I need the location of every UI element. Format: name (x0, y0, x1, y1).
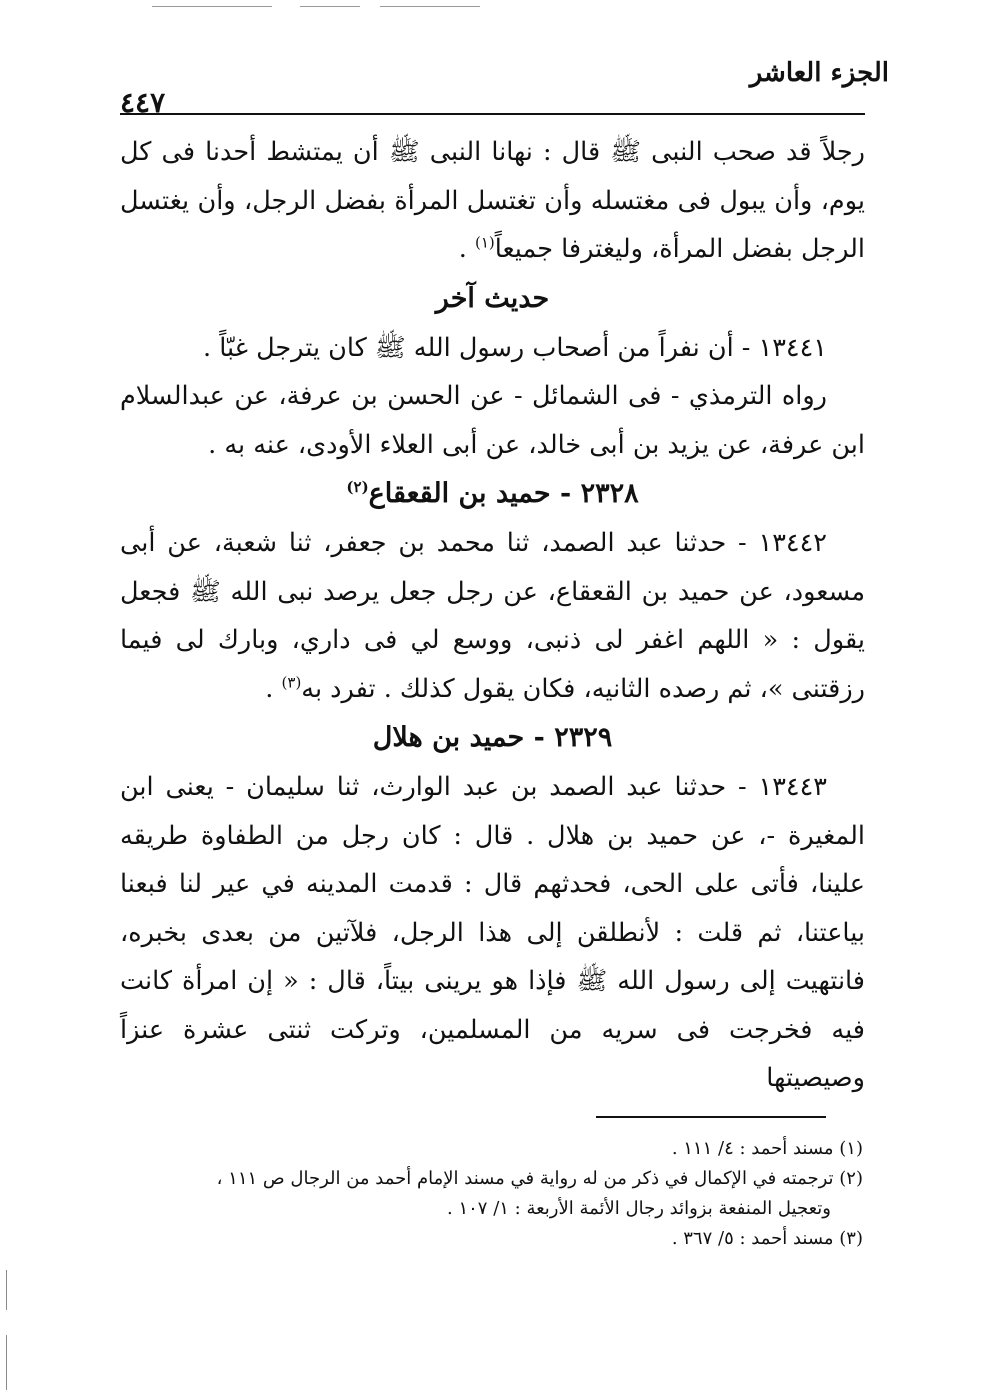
footnotes (120, 1134, 863, 1254)
scan-artifact-line (300, 6, 360, 7)
footnote: (٣) مسند أحمد : ٥/ ٣٦٧ . (671, 1228, 863, 1249)
footnote-ref: (٣) (281, 673, 302, 691)
page-number: ٤٤٧ (120, 86, 166, 119)
hadith-paragraph: ١٣٤٤١ - أن نفراً من أصحاب رسول الله ﷺ كان يترجل غبّاً . (202, 332, 827, 363)
running-title: الجزء العاشر (749, 58, 889, 88)
footnote-ref: (١) (474, 233, 495, 252)
header-rule (120, 113, 865, 115)
paragraph: رواه الترمذي - فى الشمائل - عن الحسن بن عرفة، عن عبدالسلام ابن عرفة، عن يزيد بن أبى خالد، عن أبى العلاء الأودى، عنه به . (120, 381, 865, 460)
scan-artifact-line (380, 6, 480, 7)
footnote-rule (596, 1116, 826, 1118)
scan-artifact-line (152, 6, 272, 7)
scan-artifact-edge (6, 1270, 7, 1310)
footnote-ref: (٢) (346, 478, 369, 496)
footnote-continuation: وتعجيل المنفعة بزوائد رجال الأئمة الأربعة : ١/ ١٠٧ . (447, 1198, 831, 1219)
section-heading: ٢٣٢٨ - حميد بن القعقاع$^{(٢)}$ (346, 478, 639, 509)
main-text (120, 128, 865, 1103)
section-heading: ٢٣٢٩ - حميد بن هلال (372, 722, 613, 753)
footnote: (٢) ترجمته في الإكمال في ذكر من له رواية في مسند الإمام أحمد من الرجال ص ١١١ ، (216, 1168, 863, 1189)
section-heading: حديث آخر (435, 282, 550, 314)
scan-artifact-edge (6, 1335, 7, 1390)
hadith-paragraph: ١٣٤٤٢ - حدثنا عبد الصمد، ثنا محمد بن جعفر، ثنا شعبة، عن أبى مسعود، عن حميد بن القعقاع، عن رجل جعل يرصد نبى الله ﷺ فجعل يقول : « اللهم اغفر لى ذنبى، ووسع لي فى داري، وبارك لى فيما رزقتنى »، ثم رصده الثانيه، فكان يقول كذلك . تفرد به$^{(٣)}$ . (120, 528, 865, 704)
paragraph: رجلاً قد صحب النبى ﷺ قال : نهانا النبى ﷺ أن يمتشط أحدنا فى كل يوم، وأن يبول فى مغتسله وأن تغتسل المرأة بفضل الرجل، وأن يغتسل الرجل بفضل المرأة، وليغترفا جميعاً$^{(١)}$ . (120, 137, 865, 264)
footnote: (١) مسند أحمد : ٤/ ١١١ . (671, 1138, 863, 1159)
hadith-paragraph: ١٣٤٤٣ - حدثنا عبد الصمد بن عبد الوارث، ثنا سليمان - يعنى ابن المغيرة -، عن حميد بن هلال . قال : كان رجل من الطفاوة طريقه علينا، فأتى على الحى، فحدثهم قال : قدمت المدينه في عير لنا فبعنا بياعتنا، ثم قلت : لأنطلقن إلى هذا الرجل، فلآتين من بعدى بخبره، فانتهيت إلى رسول الله ﷺ فإذا هو يرينى بيتاً، قال : « إن امرأة كانت فيه فخرجت فى سريه من المسلمين، وتركت ثنتى عشرة عنزاً وصيصيتها (120, 772, 865, 1093)
